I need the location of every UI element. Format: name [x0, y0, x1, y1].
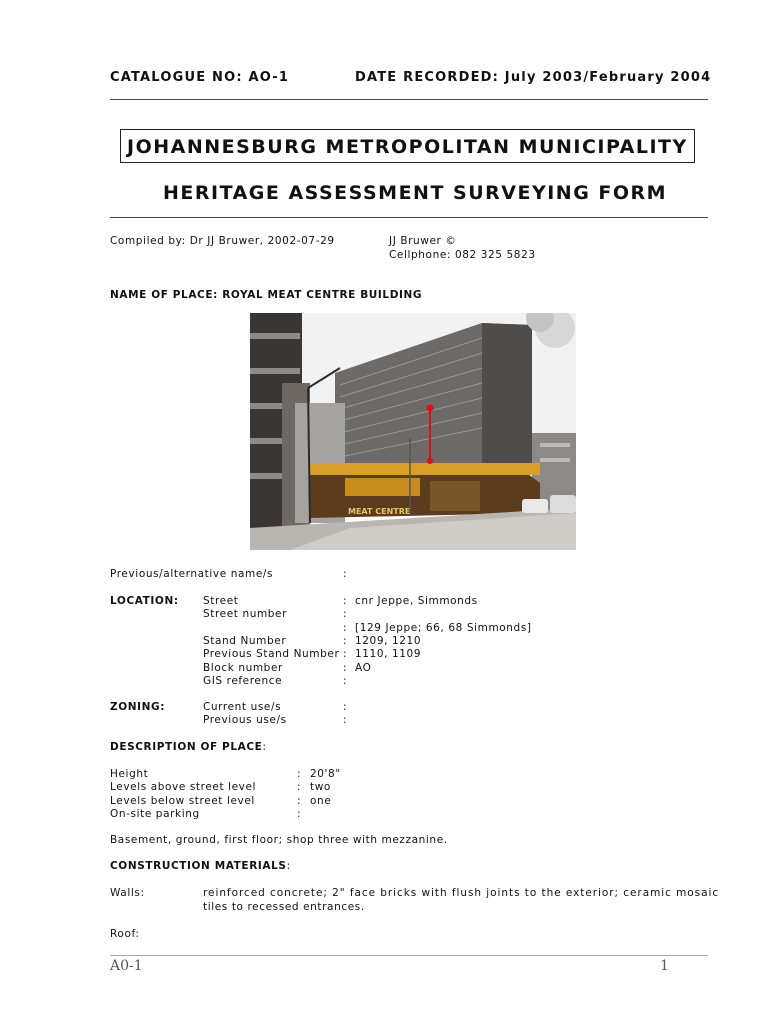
- zoning-row-colon: :: [343, 714, 348, 727]
- description-row-label: Levels above street level: [110, 781, 257, 794]
- zoning-row-label: Previous use/s: [203, 714, 287, 727]
- description-row-colon: :: [297, 768, 302, 780]
- description-heading-colon: :: [262, 741, 267, 753]
- location-row-colon: :: [343, 621, 348, 634]
- description-row-value: two: [310, 781, 331, 794]
- location-heading: LOCATION:: [110, 595, 179, 607]
- compiler-cellphone: Cellphone: 082 325 5823: [389, 249, 536, 261]
- description-row-label: On-site parking: [110, 807, 200, 820]
- catalogue-number: CATALOGUE NO: AO-1: [110, 70, 290, 85]
- meat-centre-sign: MEAT CENTRE: [348, 507, 411, 516]
- zoning-row-colon: :: [343, 701, 348, 713]
- construction-heading: [110, 860, 291, 872]
- previous-names-colon: :: [343, 568, 348, 580]
- construction-heading-colon: :: [286, 860, 291, 872]
- description-row-label: Height: [110, 768, 149, 780]
- walls-value-line1: reinforced concrete; 2" face bricks with flush joints to the exterior; ceramic mosaic: [203, 887, 720, 899]
- location-row-value: 1110, 1109: [355, 648, 422, 661]
- date-recorded: DATE RECORDED: July 2003/February 2004: [355, 70, 712, 85]
- page-title: JOHANNESBURG METROPOLITAN MUNICIPALITY: [120, 129, 695, 163]
- walls-label: Walls:: [110, 887, 145, 899]
- description-row-colon: :: [297, 807, 302, 820]
- compiler-name: JJ Bruwer ©: [389, 235, 457, 247]
- zoning-row-label: Current use/s: [203, 701, 282, 713]
- building-photo: [250, 313, 576, 550]
- roof-label: Roof:: [110, 928, 140, 940]
- construction-heading-text: CONSTRUCTION MATERIALS: [110, 860, 287, 872]
- location-row-label: Block number: [203, 661, 283, 674]
- zoning-heading: ZONING:: [110, 701, 166, 713]
- footer-rule: [110, 955, 708, 956]
- footer-reference: A0-1: [110, 958, 143, 974]
- location-row-colon: :: [343, 608, 348, 621]
- location-row-label: Street number: [203, 608, 288, 621]
- location-row-value: [129 Jeppe; 66, 68 Simmonds]: [355, 621, 532, 634]
- place-name: NAME OF PLACE: ROYAL MEAT CENTRE BUILDING: [110, 289, 423, 301]
- previous-names-label: Previous/alternative name/s: [110, 568, 274, 580]
- location-row-label: GIS reference: [203, 674, 283, 687]
- location-row-label: Stand Number: [203, 634, 287, 647]
- description-row-value: one: [310, 794, 332, 807]
- description-row-colon: :: [297, 794, 302, 807]
- location-row-colon: :: [343, 648, 348, 661]
- location-row-value: 1209, 1210: [355, 634, 422, 647]
- description-row-colon: :: [297, 781, 302, 794]
- location-row-colon: :: [343, 674, 348, 687]
- location-row-colon: :: [343, 634, 348, 647]
- location-row-colon: :: [343, 595, 348, 607]
- description-note: Basement, ground, first floor; shop three with mezzanine.: [110, 834, 448, 846]
- form-subtitle: HERITAGE ASSESSMENT SURVEYING FORM: [163, 182, 668, 204]
- description-row-label: Levels below street level: [110, 794, 255, 807]
- location-row-value: AO: [355, 661, 372, 674]
- location-row-label: Street: [203, 595, 239, 607]
- page-number: 1: [660, 958, 669, 974]
- location-row-label: Previous Stand Number: [203, 648, 340, 661]
- description-heading: [110, 741, 267, 753]
- description-row-value: 20'8": [310, 768, 341, 780]
- location-row-value: cnr Jeppe, Simmonds: [355, 595, 478, 607]
- title-rule: [110, 217, 708, 218]
- walls-value-line2: tiles to recessed entrances.: [203, 901, 365, 913]
- description-heading-text: DESCRIPTION OF PLACE: [110, 741, 263, 753]
- location-row-colon: :: [343, 661, 348, 674]
- compiled-by: Compiled by: Dr JJ Bruwer, 2002-07-29: [110, 235, 335, 247]
- header-rule: [110, 99, 708, 100]
